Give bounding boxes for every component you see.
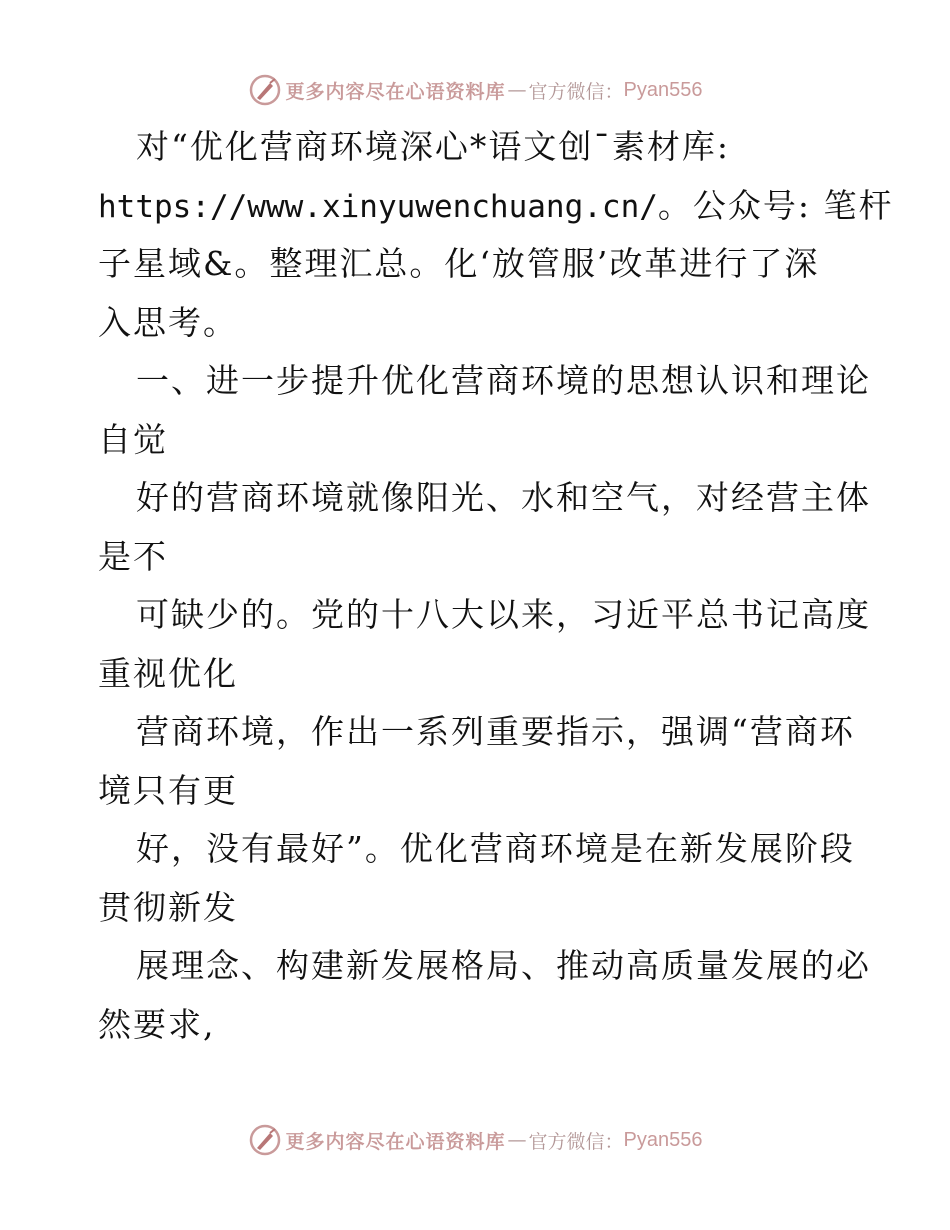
banner-wechat-id: Pyan556: [623, 78, 703, 101]
text-line-url: [98, 177, 894, 236]
text-line-rest: 。公众号: 笔杆: [657, 185, 894, 225]
pen-logo-icon: [248, 1123, 282, 1157]
text-line: 好，没有最好”。优化营商环境是在新发展阶段: [136, 829, 855, 868]
text-line: 好的营商环境就像阳光、水和空气，对经营主体: [136, 478, 871, 517]
text-line: 入思考。: [98, 302, 238, 342]
section-heading-cont: 自觉: [98, 419, 168, 459]
banner-wechat-label: 官方微信：: [528, 80, 624, 103]
banner-separator: —: [507, 79, 527, 101]
document-body: [98, 118, 894, 1054]
banner-wechat-id: Pyan556: [623, 1128, 703, 1151]
section-heading: 一、进一步提升优化营商环境的思想认识和理论: [136, 361, 871, 400]
banner-separator: —: [507, 1129, 527, 1151]
banner-site-name: 更多内容尽在心语资料库: [285, 80, 506, 103]
text-line: 展理念、构建新发展格局、推动高质量发展的必: [136, 946, 871, 985]
banner-wechat-label: 官方微信：: [528, 1130, 624, 1153]
text-line: 对“优化营商环境深心*语文创¯素材库:: [136, 127, 730, 166]
pen-logo-icon: [248, 73, 282, 107]
url-text: https://www.xinyuwenchuang.cn/: [98, 188, 658, 225]
text-line: 然要求,: [98, 1004, 216, 1044]
header-watermark: [0, 70, 950, 110]
footer-watermark: [0, 1120, 950, 1160]
text-line: 子星域&。整理汇总。化‘放管服’改革进行了深: [98, 244, 820, 283]
text-line: 重视优化: [98, 653, 238, 693]
text-line: 可缺少的。党的十八大以来，习近平总书记高度: [136, 595, 871, 634]
text-line: 境只有更: [98, 770, 238, 810]
text-line: 是不: [98, 536, 168, 576]
text-line: 营商环境，作出一系列重要指示，强调“营商环: [136, 712, 855, 751]
text-line: 贯彻新发: [98, 887, 238, 927]
banner-site-name: 更多内容尽在心语资料库: [285, 1130, 506, 1153]
